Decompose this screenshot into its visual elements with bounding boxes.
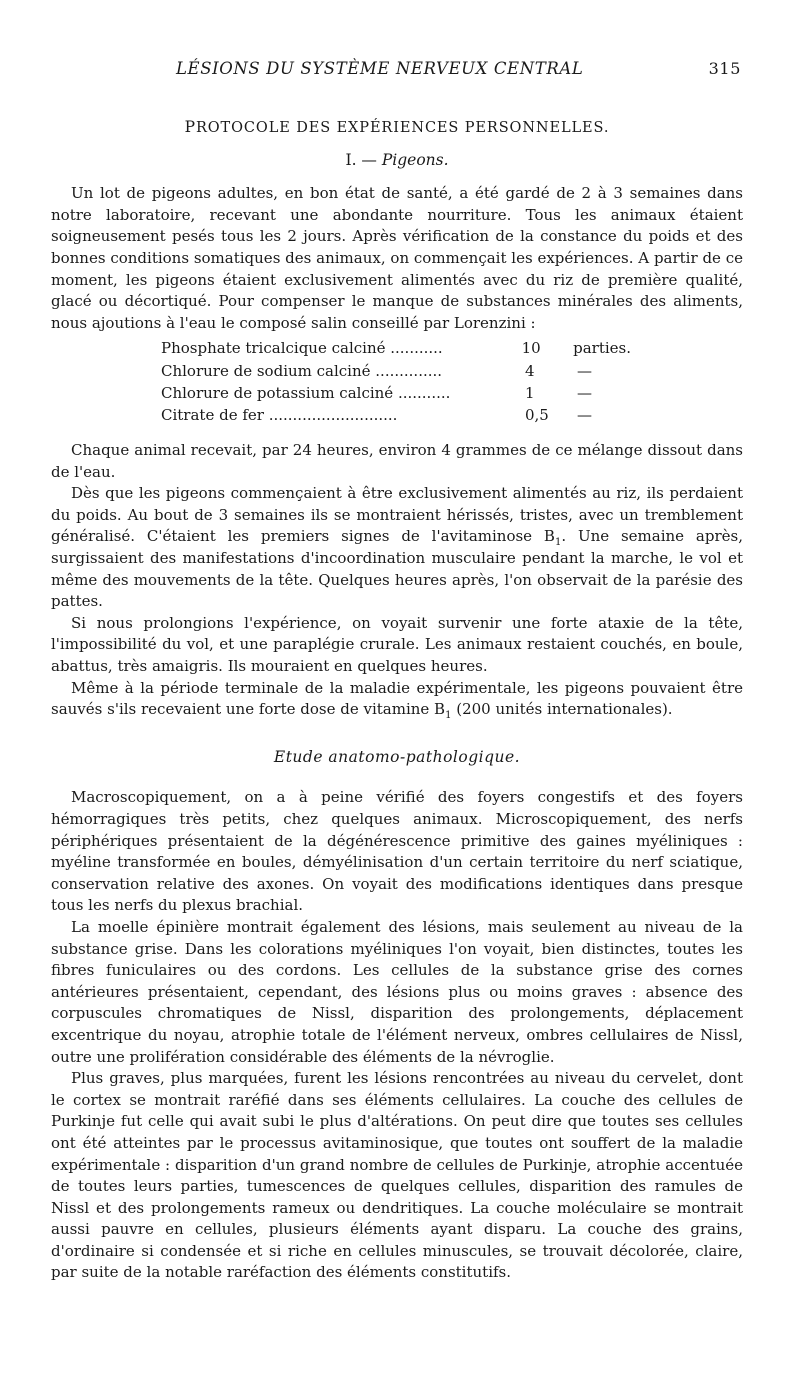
page <box>51 58 743 1284</box>
paragraph-cerebellum: Plus graves, plus marquées, furent les lésions rencontrées au niveau du cervelet, dont le cortex se montrait raréfié dans ses éléments cellulaires. La couche des cellules de Purkinje fut celle qui avait subi le plus d'altérations. On peut dire que toutes ses cellules ont été atteintes par le processus avitaminosique, que toutes ont souffert de la maladie expérimentale : disparition d'un grand nombre de cellules de Purkinje, atrophie accentuée de toutes leurs parties, tumescences de quelques cellules, disparition des ramules de Nissl et des prolongements rameux ou dendritiques. La couche moléculaire se montrait aussi pauvre en cellules, plusieurs éléments ayant disparu. La couche des grains, d'ordinaire si condensée et si riche en cellules minuscules, se trouvait décolorée, claire, par suite de la notable raréfaction des éléments constitutifs. <box>51 1069 743 1282</box>
ingredient-quantity: 0,5 <box>525 405 549 424</box>
symptoms-text: Dès que les pigeons commençaient à être exclusivement alimentés au riz, ils perdaient du poids. Au bout de 3 semaines ils se montraient hérissés, tristes, avec un tremblement généralisé. C'étaient les premiers signes de l'avitaminose B <box>51 484 743 546</box>
paragraph-spinal-cord: La moelle épinière montrait également des lésions, mais seulement au niveau de la substance grise. Dans les colorations myéliniques l'on voyait, bien distinctes, toutes les fibres funiculaires ou des cordons. Les cellules de la substance grise des cornes antérieures présentaient, cependant, des lésions plus ou moins graves : absence des corpuscules chromatiques de Nissl, disparition des prolongements, déplacement excentrique du noyau, atrophie totale de l'élément nerveux, ombres cellulaires de Nissl, outre une prolifération considérable des éléments de la névroglie. <box>51 917 743 1066</box>
table-row <box>161 383 631 405</box>
vitamin-text-tail: (200 unités internationales). <box>451 700 673 719</box>
section-title-rest: ROTOCOLE DES EXPÉRIENCES PERSONNELLES. <box>195 120 610 136</box>
section-title <box>51 117 743 140</box>
ingredient-label: Citrate de fer ........................... <box>161 405 398 424</box>
table-row <box>161 361 631 383</box>
ingredient-unit: — <box>577 383 592 402</box>
subscript: 1 <box>445 710 452 722</box>
subsection-title <box>51 150 743 172</box>
ingredient-quantity: 10 <box>521 339 541 358</box>
paragraph-ataxia: Si nous prolongions l'expérience, on voyait survenir une forte ataxie de la tête, l'impossibilité du vol, et une paraplégie crurale. Les animaux restaient couchés, en boule, abattus, très amaigris. Ils mouraient en quelques heures. <box>51 613 743 676</box>
ingredient-label: Phosphate tricalcique calciné ........... <box>161 339 443 358</box>
ingredient-unit: — <box>577 405 592 424</box>
page-number: 315 <box>708 59 741 78</box>
vitamin-text: Même à la période terminale de la maladie expérimentale, les pigeons pouvaient être sauvés s'ils recevaient une forte dose de vitamine B <box>51 678 743 719</box>
running-head <box>51 58 743 84</box>
subscript: 1 <box>554 537 562 549</box>
ingredient-unit: — <box>577 361 592 380</box>
paragraph-dose: Chaque animal recevait, par 24 heures, environ 4 grammes de ce mélange dissout dans de l'eau. <box>51 441 743 481</box>
symptoms-text-tail: . Une semaine après, surgissaient des manifestations d'incoordination musculaire pendant la marche, le vol et même des mouvements de la tête. Quelques heures après, l'on observait de la parésie des pattes. <box>51 527 743 611</box>
paragraph-macroscopic: Macroscopiquement, on a à peine vérifié des foyers congestifs et des foyers hémorragiques très petits, chez quelques animaux. Microscopiquement, des nerfs périphériques présentaient de la dégénérescence primitive des gaines myéliniques : myéline transformée en boules, démyélinisation d'un certain territoire du nerf sciatique, conservation relative des axones. On voyait des modifications identiques dans presque tous les nerfs du plexus brachial. <box>51 788 743 915</box>
study-title: Etude anatomo-pathologique. <box>273 747 521 766</box>
salt-mixture-table <box>161 338 631 427</box>
paragraph-vitamin <box>51 678 743 721</box>
paragraph-intro: Un lot de pigeons adultes, en bon état de santé, a été gardé de 2 à 3 semaines dans notre laboratoire, recevant une abondante nourriture. Tous les animaux étaient soigneusement pesés tous les 2 jours. Après vérification de la constance du poids et des bonnes conditions somatiques des animaux, on commençait les expériences. A partir de ce moment, les pigeons étaient exclusivement alimentés avec du riz de première qualité, glacé ou décortiqué. Pour compenser le manque de substances minérales des aliments, nous ajoutions à l'eau le composé salin conseillé par Lorenzini : <box>51 184 743 332</box>
table-row <box>161 338 631 360</box>
section-title-initial: P <box>184 118 196 136</box>
running-title: LÉSIONS DU SYSTÈME NERVEUX CENTRAL <box>176 59 584 78</box>
paragraph-symptoms <box>51 483 743 613</box>
subsection-name: Pigeons. <box>381 150 449 169</box>
ingredient-quantity: 1 <box>525 383 535 402</box>
subsection-number: I. — <box>345 150 382 169</box>
table-row <box>161 405 631 427</box>
ingredient-label: Chlorure de potassium calciné ........... <box>161 383 451 402</box>
ingredient-label: Chlorure de sodium calciné .............. <box>161 361 443 380</box>
ingredient-unit: parties. <box>573 339 631 358</box>
ingredient-quantity: 4 <box>525 361 535 380</box>
